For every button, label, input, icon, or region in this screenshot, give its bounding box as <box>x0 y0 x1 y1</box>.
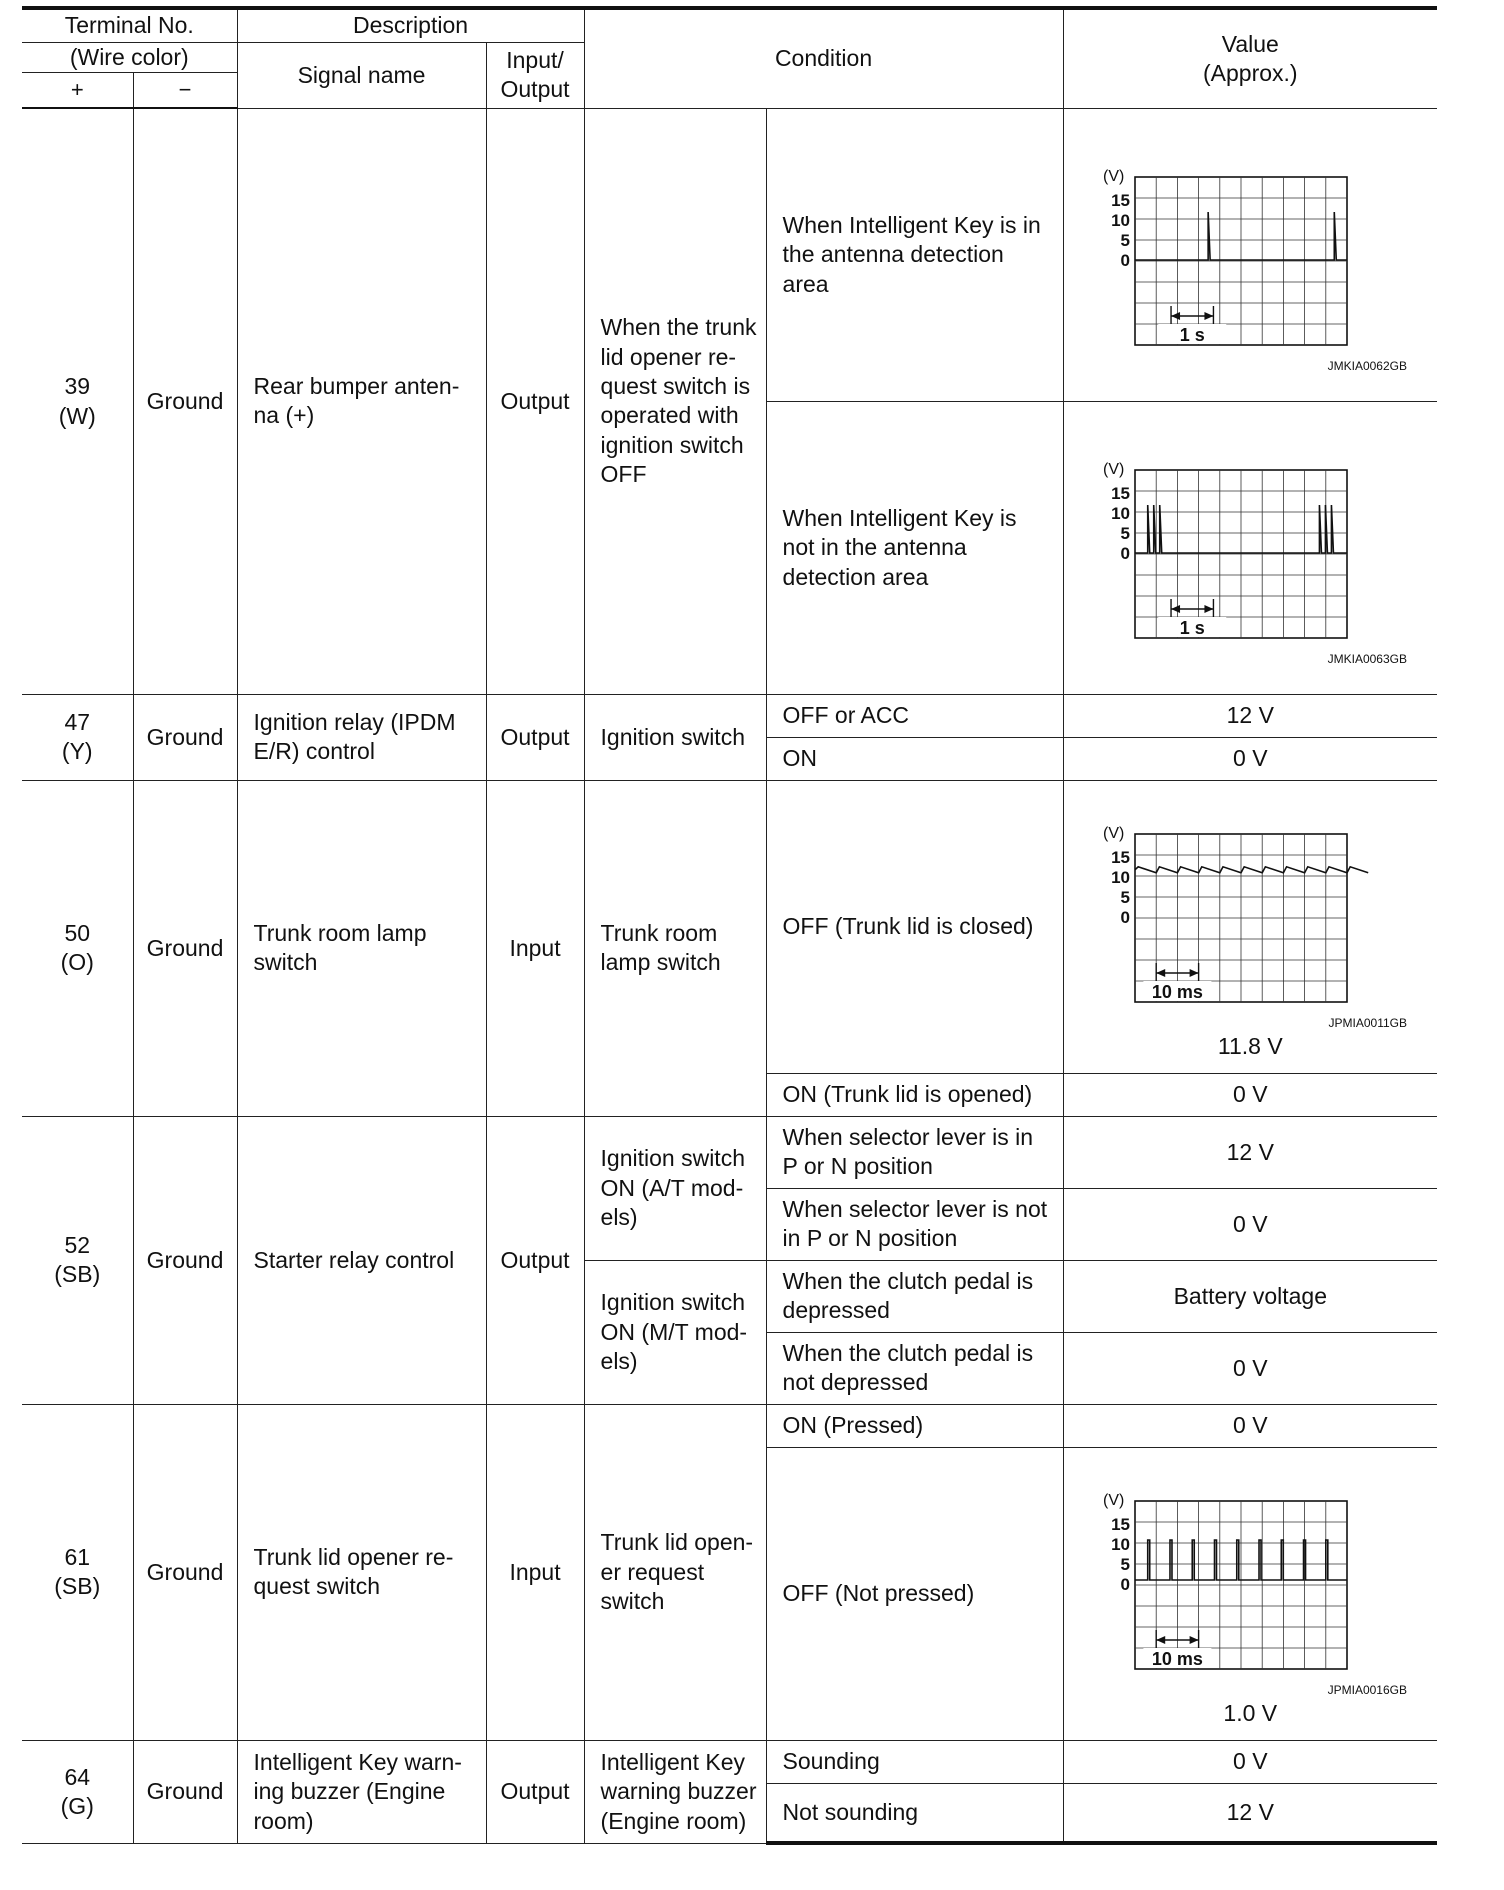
waveform-svg <box>1085 428 1415 668</box>
sub-condition: When Intelligent Key is not in the antenna detection area <box>766 401 1063 694</box>
y-tick-label: 15 <box>1111 848 1131 868</box>
sub-condition: OFF (Trunk lid is closed) <box>766 780 1063 1073</box>
y-tick-label: 10 <box>1111 1535 1131 1555</box>
terminal-52 <box>22 1116 133 1404</box>
header-approx-text: (Approx.) <box>1202 59 1298 86</box>
condition-cell: Ignition switch ON (A/T mod- els) <box>584 1116 766 1260</box>
io-cell: Output <box>486 108 584 694</box>
header-plus: + <box>22 72 133 108</box>
value-cell: 0 V <box>1063 1404 1437 1447</box>
sub-condition: OFF or ACC <box>766 694 1063 737</box>
y-tick-label: 5 <box>1120 888 1131 908</box>
waveform-cell <box>1063 401 1437 694</box>
sub-condition: ON (Trunk lid is opened) <box>766 1073 1063 1116</box>
wire-color: (SB) <box>54 1573 101 1600</box>
y-tick-label: 5 <box>1120 523 1131 543</box>
terminal-number: 47 <box>64 709 91 735</box>
signal-name: Starter relay control <box>237 1116 486 1404</box>
y-unit-label: (V) <box>1103 167 1125 185</box>
waveform-cell <box>1063 108 1437 401</box>
y-tick-label: 0 <box>1120 908 1131 928</box>
value-cell: Battery voltage <box>1063 1260 1437 1332</box>
wire-color: (SB) <box>54 1261 101 1288</box>
value-text: 11.8 V <box>1217 1033 1283 1060</box>
sub-condition: When Intelligent Key is in the antenna detection area <box>766 108 1063 401</box>
sub-condition: Not sounding <box>766 1783 1063 1843</box>
ground-cell: Ground <box>133 694 237 780</box>
value-cell: 0 V <box>1063 737 1437 780</box>
condition-cell: Trunk room lamp switch <box>584 780 766 1116</box>
terminal-spec-table <box>22 6 1437 1845</box>
y-unit-label: (V) <box>1103 1492 1125 1510</box>
terminal-50 <box>22 780 133 1116</box>
signal-name: Trunk room lamp switch <box>237 780 486 1116</box>
figure-code: JPMIA0016GB <box>1327 1683 1408 1698</box>
terminal-number: 52 <box>64 1232 91 1258</box>
waveform-chart <box>1064 1459 1438 1699</box>
sub-condition: ON (Pressed) <box>766 1404 1063 1447</box>
waveform-cell <box>1063 780 1437 1073</box>
time-label: 10 ms <box>1152 982 1204 1003</box>
io-cell: Input <box>486 1404 584 1740</box>
y-tick-label: 10 <box>1111 868 1131 888</box>
condition-cell: When the trunk lid opener re- quest switch is operated with ignition switch OFF <box>584 108 766 694</box>
y-tick-label: 5 <box>1120 1555 1131 1575</box>
ground-cell: Ground <box>133 1404 237 1740</box>
y-tick-label: 0 <box>1120 250 1131 270</box>
condition-cell: Trunk lid open- er request switch <box>584 1404 766 1740</box>
waveform-trace <box>1135 867 1368 873</box>
wire-color: (W) <box>58 402 96 429</box>
terminal-61 <box>22 1404 133 1740</box>
y-tick-label: 10 <box>1111 503 1131 523</box>
sub-condition: When the clutch pedal is not depressed <box>766 1332 1063 1404</box>
header-signal-name: Signal name <box>237 42 486 108</box>
io-cell: Output <box>486 1740 584 1843</box>
value-cell: 0 V <box>1063 1740 1437 1783</box>
header-minus: − <box>133 72 237 108</box>
y-tick-label: 15 <box>1111 190 1131 210</box>
sub-condition: When selector lever is in P or N position <box>766 1116 1063 1188</box>
terminal-47 <box>22 694 133 780</box>
figure-code: JMKIA0062GB <box>1327 358 1408 373</box>
sub-condition: When selector lever is not in P or N position <box>766 1188 1063 1260</box>
wire-color: (G) <box>60 1792 94 1819</box>
waveform-chart <box>1064 428 1438 668</box>
header-description: Description <box>237 8 584 42</box>
waveform-svg <box>1085 1459 1415 1699</box>
ground-cell: Ground <box>133 108 237 694</box>
value-cell: 0 V <box>1063 1188 1437 1260</box>
waveform-chart <box>1064 135 1438 375</box>
waveform-chart <box>1064 792 1438 1032</box>
header-value-text: Value <box>1221 30 1279 57</box>
y-tick-label: 10 <box>1111 210 1131 230</box>
sub-condition: OFF (Not pressed) <box>766 1447 1063 1740</box>
time-label: 10 ms <box>1152 1649 1204 1670</box>
terminal-64 <box>22 1740 133 1843</box>
header-value <box>1063 8 1437 108</box>
header-terminal-no <box>22 8 237 42</box>
waveform-svg <box>1085 135 1415 375</box>
condition-cell: Ignition switch <box>584 694 766 780</box>
time-label: 1 s <box>1180 617 1206 638</box>
value-cell: 0 V <box>1063 1332 1437 1404</box>
y-unit-label: (V) <box>1103 460 1125 478</box>
io-cell: Output <box>486 1116 584 1404</box>
header-terminal-no-text: Terminal No. <box>64 12 194 39</box>
y-tick-label: 0 <box>1120 1575 1131 1595</box>
sub-condition: ON <box>766 737 1063 780</box>
ground-cell: Ground <box>133 780 237 1116</box>
wire-color: (O) <box>60 949 94 976</box>
value-cell: 12 V <box>1063 694 1437 737</box>
header-condition: Condition <box>584 8 1063 108</box>
y-tick-label: 15 <box>1111 483 1131 503</box>
signal-name: Ignition relay (IPDM E/R) control <box>237 694 486 780</box>
io-cell: Input <box>486 780 584 1116</box>
waveform-cell <box>1063 1447 1437 1740</box>
value-cell: 0 V <box>1063 1073 1437 1116</box>
waveform-svg <box>1085 792 1415 1032</box>
y-tick-label: 0 <box>1120 543 1131 563</box>
signal-name: Intelligent Key warn- ing buzzer (Engine room) <box>237 1740 486 1843</box>
terminal-number: 50 <box>64 920 91 946</box>
y-unit-label: (V) <box>1103 825 1125 843</box>
signal-name: Trunk lid opener re- quest switch <box>237 1404 486 1740</box>
terminal-number: 39 <box>64 373 91 400</box>
signal-name: Rear bumper anten- na (+) <box>237 108 486 694</box>
wire-color: (Y) <box>61 738 93 765</box>
condition-cell: Intelligent Key warning buzzer (Engine room) <box>584 1740 766 1843</box>
header-wire-color: (Wire color) <box>22 42 237 72</box>
io-cell: Output <box>486 694 584 780</box>
terminal-number: 64 <box>64 1763 91 1790</box>
y-tick-label: 15 <box>1111 1515 1131 1535</box>
figure-code: JPMIA0011GB <box>1328 1016 1408 1031</box>
ground-cell: Ground <box>133 1740 237 1843</box>
value-cell: 12 V <box>1063 1783 1437 1843</box>
condition-cell: Ignition switch ON (M/T mod- els) <box>584 1260 766 1404</box>
value-text: 1.0 V <box>1223 1700 1278 1727</box>
value-cell: 12 V <box>1063 1116 1437 1188</box>
time-label: 1 s <box>1180 324 1206 345</box>
sub-condition: Sounding <box>766 1740 1063 1783</box>
y-tick-label: 5 <box>1120 230 1131 250</box>
terminal-39 <box>22 108 133 694</box>
header-input-output: Input/ Output <box>486 42 584 108</box>
terminal-number: 61 <box>64 1544 91 1570</box>
ground-cell: Ground <box>133 1116 237 1404</box>
sub-condition: When the clutch pedal is depressed <box>766 1260 1063 1332</box>
figure-code: JMKIA0063GB <box>1327 651 1408 666</box>
